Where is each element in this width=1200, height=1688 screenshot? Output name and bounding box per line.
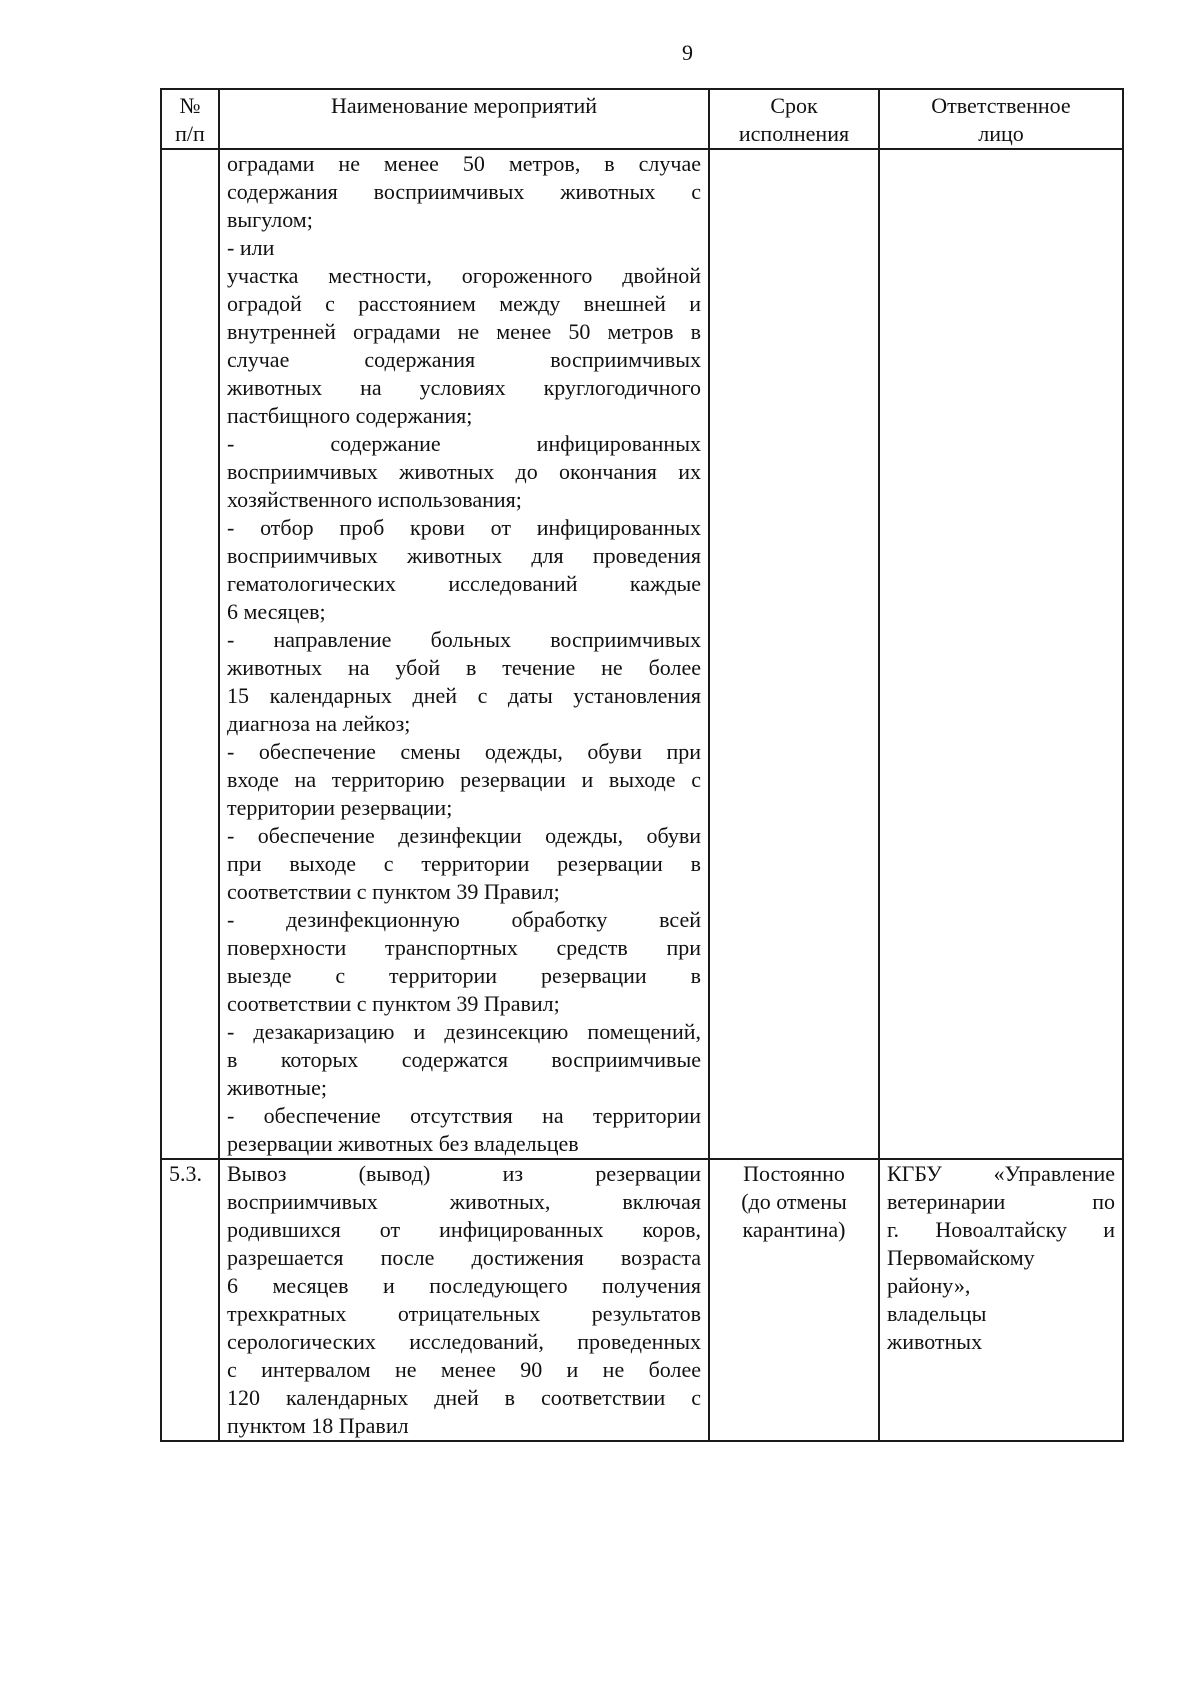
measures-table xyxy=(160,88,1124,1442)
measure-text-cell xyxy=(219,149,709,1159)
text-line: в которых содержатся восприимчивые xyxy=(227,1047,701,1072)
text-line: - дезакаризацию и дезинсекцию помещений, xyxy=(227,1019,701,1044)
header-number xyxy=(161,89,219,149)
table-header-row xyxy=(161,89,1123,149)
term-line: карантина) xyxy=(742,1217,846,1242)
header-measure-name: Наименование мероприятий xyxy=(219,89,709,149)
text-line: родившихся от инфицированных коров, xyxy=(227,1217,701,1242)
text-line: району», xyxy=(887,1273,971,1298)
text-line: при выходе с территории резервации в xyxy=(227,851,701,876)
text-line: хозяйственного использования; xyxy=(227,487,522,512)
text-line: - отбор проб крови от инфицированных xyxy=(227,515,701,540)
text-line: содержания восприимчивых животных с xyxy=(227,179,701,204)
text-line: животных на убой в течение не более xyxy=(227,655,701,680)
text-line: восприимчивых животных до окончания их xyxy=(227,459,701,484)
text-line: животных xyxy=(887,1329,983,1354)
text-line: соответствии с пунктом 39 Правил; xyxy=(227,991,560,1016)
text-line: диагноза на лейкоз; xyxy=(227,711,411,736)
text-line: территории резервации; xyxy=(227,795,453,820)
text-line: - обеспечение дезинфекции одежды, обуви xyxy=(227,823,701,848)
text-line: восприимчивых животных для проведения xyxy=(227,543,701,568)
text-line: владельцы xyxy=(887,1301,987,1326)
term-cell xyxy=(709,1159,879,1441)
text-line: Вывоз (вывод) из резервации xyxy=(227,1161,701,1186)
text-line: 6 месяцев и последующего получения xyxy=(227,1273,701,1298)
page-number: 9 xyxy=(682,40,693,65)
header-term-line: исполнения xyxy=(738,121,850,146)
table-row-5-3 xyxy=(161,1159,1123,1441)
header-responsible-line: Ответственное xyxy=(931,93,1071,118)
measure-text-cell xyxy=(219,1159,709,1441)
text-line: резервации животных без владельцев xyxy=(227,1131,579,1156)
text-line: восприимчивых животных, включая xyxy=(227,1189,701,1214)
text-line: г. Новоалтайску и xyxy=(887,1217,1115,1242)
text-line: оградой с расстоянием между внешней и xyxy=(227,291,701,316)
text-line: 120 календарных дней в соответствии с xyxy=(227,1385,701,1410)
text-line: оградами не менее 50 метров, в случае xyxy=(227,151,701,176)
text-line: трехкратных отрицательных результатов xyxy=(227,1301,701,1326)
text-line: ветеринарии по xyxy=(887,1189,1115,1214)
text-line: пастбищного содержания; xyxy=(227,403,473,428)
text-line: - дезинфекционную обработку всей xyxy=(227,907,701,932)
text-line: входе на территорию резервации и выходе с xyxy=(227,767,701,792)
text-line: гематологических исследований каждые xyxy=(227,571,701,596)
text-line: животные; xyxy=(227,1075,327,1100)
text-line: КГБУ «Управление xyxy=(887,1161,1115,1186)
text-line: 6 месяцев; xyxy=(227,599,326,624)
table-row-continued xyxy=(161,149,1123,1159)
text-line: серологических исследований, проведенных xyxy=(227,1329,701,1354)
header-responsible xyxy=(879,89,1123,149)
text-line: соответствии с пунктом 39 Правил; xyxy=(227,879,560,904)
text-line: поверхности транспортных средств при xyxy=(227,935,701,960)
text-line: с интервалом не менее 90 и не более xyxy=(227,1357,701,1382)
text-line: - или xyxy=(227,235,275,260)
responsible-cell xyxy=(879,1159,1123,1441)
text-line: случае содержания восприимчивых xyxy=(227,347,701,372)
text-line: внутренней оградами не менее 50 метров в xyxy=(227,319,701,344)
text-line: 15 календарных дней с даты установления xyxy=(227,683,701,708)
term-line: Постоянно xyxy=(743,1161,845,1186)
term-cell xyxy=(709,149,879,1159)
header-number-line: № xyxy=(179,93,201,118)
row-number-cell: 5.3. xyxy=(161,1159,219,1441)
text-line: участка местности, огороженного двойной xyxy=(227,263,701,288)
text-line: - обеспечение отсутствия на территории xyxy=(227,1103,701,1128)
responsible-cell xyxy=(879,149,1123,1159)
row-number-cell xyxy=(161,149,219,1159)
text-line: выгулом; xyxy=(227,207,313,232)
header-number-line: п/п xyxy=(175,121,205,146)
header-term-line: Срок xyxy=(770,93,818,118)
text-line: выезде с территории резервации в xyxy=(227,963,701,988)
term-line: (до отмены xyxy=(741,1189,847,1214)
text-line: животных на условиях круглогодичного xyxy=(227,375,701,400)
text-line: разрешается после достижения возраста xyxy=(227,1245,701,1270)
header-term xyxy=(709,89,879,149)
text-line: Первомайскому xyxy=(887,1245,1035,1270)
header-responsible-line: лицо xyxy=(978,121,1024,146)
text-line: - направление больных восприимчивых xyxy=(227,627,701,652)
text-line: пунктом 18 Правил xyxy=(227,1413,409,1438)
text-line: - содержание инфицированных xyxy=(227,431,701,456)
text-line: - обеспечение смены одежды, обуви при xyxy=(227,739,701,764)
